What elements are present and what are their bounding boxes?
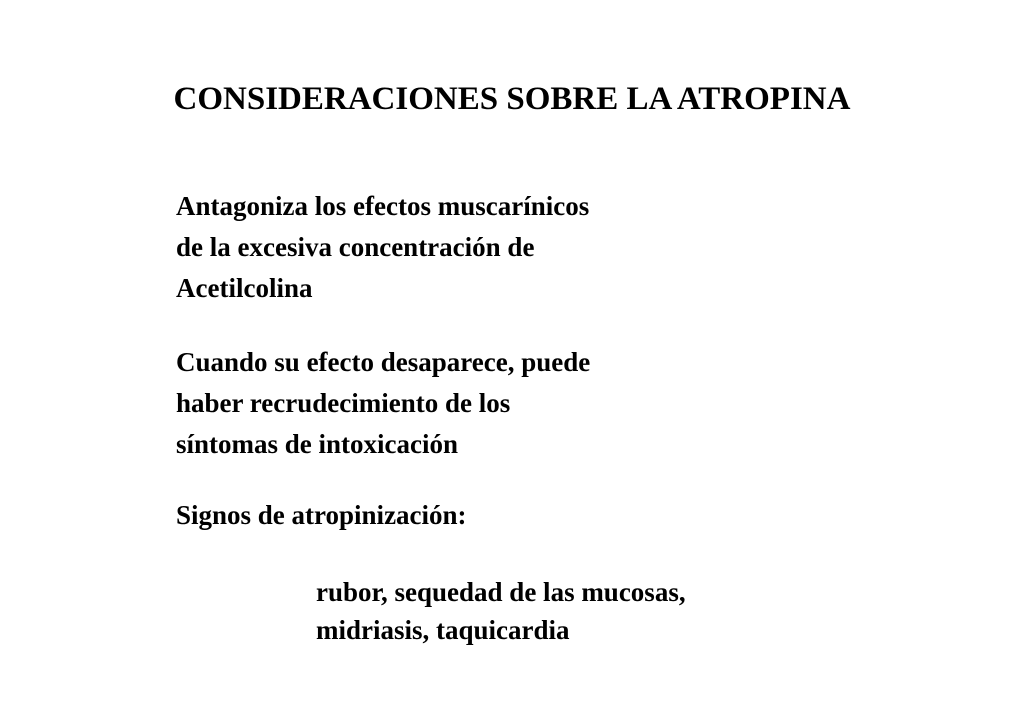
paragraph-line: haber recrudecimiento de los <box>176 388 511 418</box>
paragraph-recrudescence <box>176 342 590 465</box>
signs-list <box>316 573 686 649</box>
signs-line: midriasis, taquicardia <box>316 615 570 645</box>
signs-line: rubor, sequedad de las mucosas, <box>316 577 686 607</box>
slide-title: CONSIDERACIONES SOBRE LA ATROPINA <box>173 81 851 117</box>
paragraph-line: de la excesiva concentración de <box>176 232 535 262</box>
paragraph-line: Signos de atropinización: <box>176 500 467 530</box>
paragraph-line: Acetilcolina <box>176 273 313 303</box>
paragraph-signs-heading <box>176 495 467 536</box>
paragraph-line: Antagoniza los efectos muscarínicos <box>176 191 590 221</box>
paragraph-line: síntomas de intoxicación <box>176 429 459 459</box>
paragraph-line: Cuando su efecto desaparece, puede <box>176 347 591 377</box>
paragraph-antagonism <box>176 186 589 309</box>
